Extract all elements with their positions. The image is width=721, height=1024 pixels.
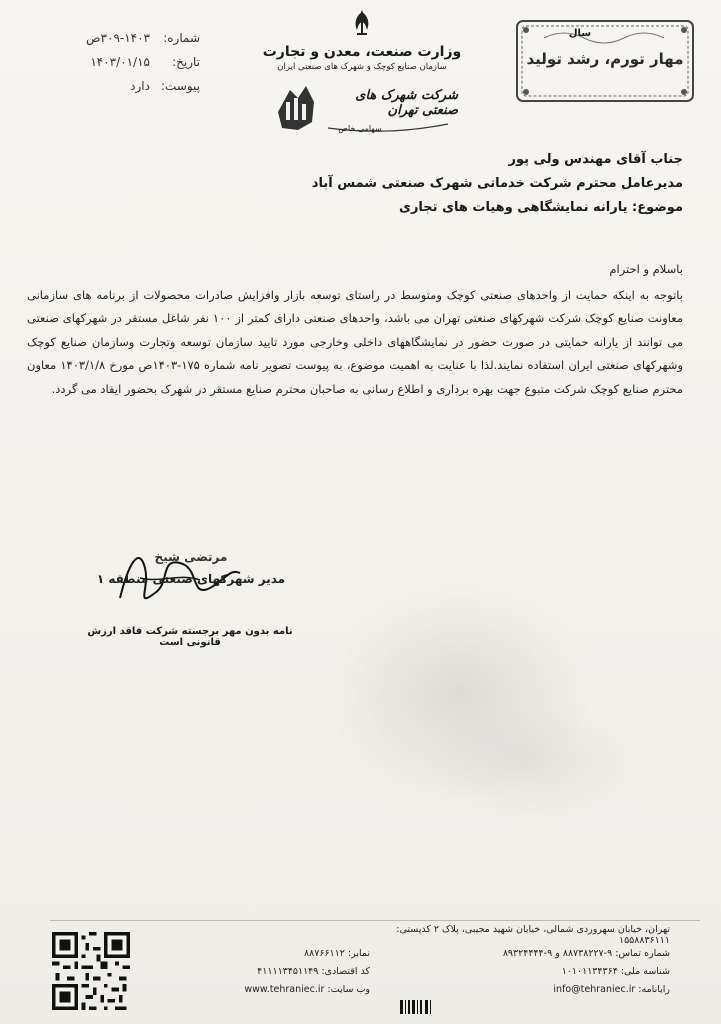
stamp-slogan: مهار تورم، رشد تولید [526,50,684,68]
signatory-name: مرتضی شیخ [154,550,228,564]
company-type: سهامی خاص [338,124,382,133]
signature-block [96,546,286,590]
subject-line: موضوع: یارانه نمایشگاهی وهیات های تجاری [399,200,683,215]
greeting: باسلام و احترام [609,262,683,276]
attachment-value: دارد [130,79,150,93]
footer-row-4 [180,980,670,998]
ministry-subtitle: سازمان صنایع کوچک و شهرک های صنعتی ایران [277,62,447,72]
footer-website[interactable]: وب سایت: www.tehraniec.ir [244,983,370,995]
ministry-header [262,8,462,72]
body-paragraph: باتوجه به اینکه حمایت از واحدهای صنعتی کوچک ومتوسط در راستای توسعه بازار وافزایش صادرات محصولات از برنامه های سازمانی معاونت صنایع کوچک شرکت شهرکهای صنعتی تهران می باشد، واحدهای صنعتی دارای کمتر از ۱۰۰ نفر شاغل مستقر در شهرکهای صنعتی می توانند از یارانه حمایتی در صورت حضور در نمایشگاههای داخلی وخارجی مورد تایید سازمان توسعه وتجارت وسازمان صنایع کوچک وشهرکهای صنعتی ایران استفاده نمایند.لذا با عنایت به اهمیت موضوع، به پیوست تصویر نامه شماره ۱۷۵-۱۴۰۳ص مورخ ۱۴۰۳/۱/۸ معاون محترم صنایع کوچک شرکت متبوع جهت بهره برداری و اطلاع رسانی به صاحبان محترم صنایع مستقر در شهرک بحضور ایفاد می گردد. [27,287,683,396]
signatory-title: مدیر شهرکهای صنعتی منطقه ۱ [96,572,286,586]
footer-fax: نمابر: ۸۸۷۶۶۱۱۲ [304,947,370,959]
footer-phone: شماره تماس: ۹-۸۸۷۳۸۲۲۷ و ۹-۸۹۳۲۴۴۴۴ [502,947,670,959]
number-row [50,26,200,50]
qr-code-icon [52,932,130,1010]
date-value: ۱۴۰۳/۰۱/۱۵ [90,55,150,69]
footer-row-2 [180,944,670,962]
ministry-title: وزارت صنعت، معدن و تجارت [262,44,462,60]
redacted-area-2 [420,700,640,820]
stamp-year: سال [568,28,592,39]
attachment-label: پیوست: [160,79,200,93]
attachment-row [50,74,200,98]
letter-meta [50,26,200,98]
footer-address: تهران، خیابان سهروردی شمالی، خیابان شهید مجیبی، پلاک ۲ کدپستی: ۱۵۵۸۸۳۶۱۱۱ [396,924,670,946]
date-row [50,50,200,74]
footer-contact [180,926,670,998]
footer-row-3 [180,962,670,980]
recipient-line-1: جناب آقای مهندس ولی پور [508,152,683,167]
footer-row-1 [180,926,670,944]
iran-emblem-icon [347,8,377,38]
number-value: ۳۰۹-۱۴۰۳ص [86,31,150,45]
footer-national-id: شناسه ملی: ۱۰۱۰۱۱۳۴۳۶۴ [561,965,670,977]
footer-economic-code: کد اقتصادی: ۴۱۱۱۱۳۴۵۱۱۴۹ [257,965,370,977]
number-label: شماره: [163,31,200,45]
letter-body [27,258,683,401]
recipient-block [43,148,683,220]
date-label: تاریخ: [172,55,200,69]
footer-email[interactable]: رایانامه: info@tehraniec.ir [553,983,670,995]
barcode-icon [400,1000,480,1014]
company-name: شرکت شهرک های صنعتی تهران [355,88,458,118]
legal-note: نامه بدون مهر برجسته شرکت فاقد ارزش قانونی است [87,626,293,648]
footer-divider [50,920,700,921]
recipient-line-2: مدیرعامل محترم شرکت خدماتی شهرک صنعتی شمس آباد [311,176,683,191]
